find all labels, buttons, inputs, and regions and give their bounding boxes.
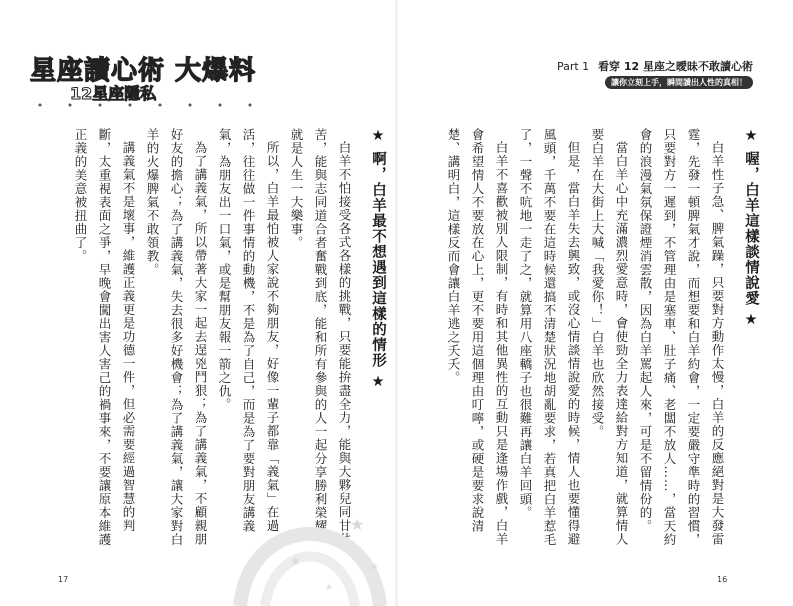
star-swirl-decoration-icon bbox=[230, 470, 390, 606]
right-paragraph-4: 白羊不喜歡被別人限制，有時和其他異性的互動只是逢場作戲，白羊會希望情人不要放在心上，更不要用這個理由叮嚀，或硬是要求說清楚、講明白，這樣反而會讓白羊逃之夭夭。 bbox=[446, 128, 509, 546]
right-page-number: 16 bbox=[717, 575, 728, 584]
part-header bbox=[557, 58, 753, 74]
right-paragraph-1: 白羊性子急、脾氣躁，只要對方動作太慢，白羊的反應絕對是大發雷霆，先發一頓脾氣才說，而想要和白羊約會，一定要嚴守準時的習慣，只要對方一遲到，不管理由是塞車、肚子痛、老闆不放人……，當天約會的浪漫氣氛保證煙消雲散，因為白羊罵起人來，可是不留情份的。 bbox=[638, 128, 725, 547]
left-paragraph-3: 為了講義氣，所以帶著大家一起去逞兇鬥狠；為了講義氣，不顧親朋好友的擔心；為了講義氣，失去很多好機會；為了講義氣，讓大家對白羊的火爆脾氣不敢領教。 bbox=[145, 128, 208, 547]
part-subtitle: 讓你立刻上手，瞬間讀出人性的真相！ bbox=[605, 76, 753, 89]
right-page-body bbox=[441, 128, 763, 558]
left-page-number: 17 bbox=[58, 575, 69, 584]
svg-text:★: ★ bbox=[325, 583, 334, 593]
svg-text:★: ★ bbox=[290, 554, 301, 568]
logo-subtitle: 12星座隱私 bbox=[70, 84, 157, 103]
logo-title: 星座讀心術 大爆料 bbox=[30, 56, 257, 86]
part-title: 看穿 12 星座之曖昧不敢讀心術 bbox=[598, 60, 753, 73]
right-paragraph-2: 當白羊心中充滿濃烈愛意時，會使勁全力表達給對方知道，就算情人要白羊在大街上大喊「我愛你！」白羊也欣然接受。 bbox=[590, 128, 629, 546]
left-heading: ★ 啊，白羊最不想遇到這樣的情形 ★ bbox=[370, 128, 386, 392]
part-label: Part 1 bbox=[556, 60, 590, 73]
right-heading: ★ 喔，白羊這樣談情說愛 ★ bbox=[743, 128, 759, 330]
book-logo bbox=[30, 50, 260, 108]
right-page bbox=[397, 0, 793, 606]
left-page bbox=[0, 0, 396, 606]
svg-text:★: ★ bbox=[350, 515, 365, 534]
right-paragraph-3: 但是，當白羊失去興致，或沒心情談情說愛的時候，情人也要懂得避風頭，千萬不要在這時候還搞不清楚狀況地胡亂要求，若真把白羊惹毛了，一聲不吭地一走了之，就算用八座轎子也很難再讓白羊回頭。 bbox=[518, 128, 581, 547]
svg-text:★: ★ bbox=[370, 562, 379, 573]
logo-stars-icon bbox=[30, 102, 260, 108]
left-paragraph-1: 白羊不怕接受各式各樣的挑戰，只要能拚盡全力，能與大夥兒同甘共苦，能與志同道合者奮戰到底，能和所有參與的人一起分享勝利榮耀，就是人生一大樂事。 bbox=[289, 128, 352, 547]
left-paragraph-2: 所以，白羊最怕被人家說不夠朋友，好像一輩子都靠「義氣」在過活，往往做一件事情的動機，不是為了自己，而是為了要對朋友講義氣，為朋友出一口氣，或是幫朋友報一箭之仇。 bbox=[217, 128, 280, 533]
left-paragraph-4: 講義氣不是壞事，維護正義更是功德一件，但必需要經過智慧的判斷，太重視表面之爭，早晚會闖出害人害己的禍事來，不要讓原本維護正義的美意被扭曲了。 bbox=[73, 128, 136, 547]
